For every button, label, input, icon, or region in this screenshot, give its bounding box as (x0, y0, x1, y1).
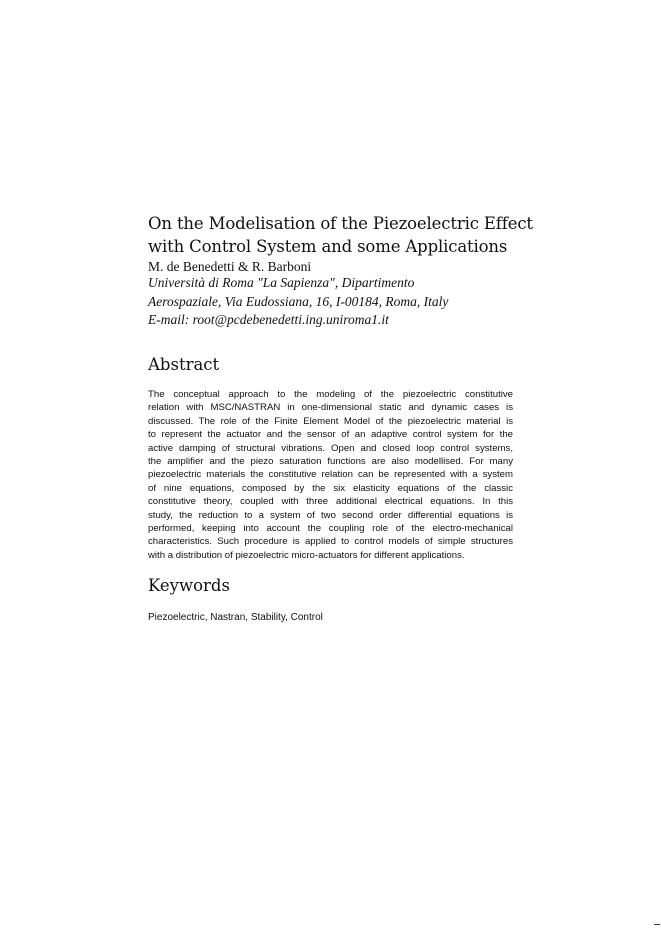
paper-authors: M. de Benedetti & R. Barboni (148, 259, 312, 274)
paper-title (148, 212, 533, 258)
abstract-body (148, 388, 513, 562)
affiliation-line-1: Università di Roma "La Sapienza", Dipartimento (148, 275, 415, 290)
title-line-1: On the Modelisation of the Piezoelectric Effect (148, 214, 533, 233)
abstract-line: characteristics. Such procedure is applied to control models of simple structures (148, 536, 513, 548)
abstract-heading: Abstract (148, 355, 220, 374)
keywords-heading: Keywords (148, 576, 230, 595)
abstract-line: the amplifier and the piezo saturation functions are also modellised. For many (148, 455, 513, 467)
abstract-line: active damping of structural vibrations. Open and closed loop control systems, (148, 442, 513, 454)
abstract-line: relation with MSC/NASTRAN in one-dimensional static and dynamic cases is (148, 402, 513, 414)
abstract-line: with a distribution of piezoelectric micro-actuators for different applications. (148, 549, 465, 561)
affiliation-line-2: Aerospaziale, Via Eudossiana, 16, I-00184, Roma, Italy (148, 293, 449, 309)
abstract-line: to represent the actuator and the sensor of an adaptive control system for the (148, 429, 513, 441)
author-affiliation (148, 274, 448, 330)
abstract-line: study, the reduction to a system of two second order differential equations is (148, 509, 513, 521)
keywords-list: Piezoelectric, Nastran, Stability, Control (148, 612, 323, 623)
abstract-line: The conceptual approach to the modeling of the piezoelectric constitutive (148, 389, 513, 400)
abstract-line: discussed. The role of the Finite Element Model of the piezoelectric material is (148, 415, 513, 427)
abstract-line: performed, keeping into account the coupling role of the electro-mechanical (148, 522, 513, 534)
title-line-2: with Control System and some Applications (148, 237, 508, 256)
author-email: E-mail: root@pcdebenedetti.ing.uniroma1.it (148, 312, 389, 327)
abstract-line: piezoelectric materials the constitutive relation can be represented with a system (148, 469, 513, 481)
abstract-line: constitutive theory, coupled with three additional electrical equations. In this (148, 496, 513, 508)
page-edge-mark (654, 924, 660, 925)
abstract-line: of nine equations, composed by the six elasticity equations of the classic (148, 482, 513, 494)
